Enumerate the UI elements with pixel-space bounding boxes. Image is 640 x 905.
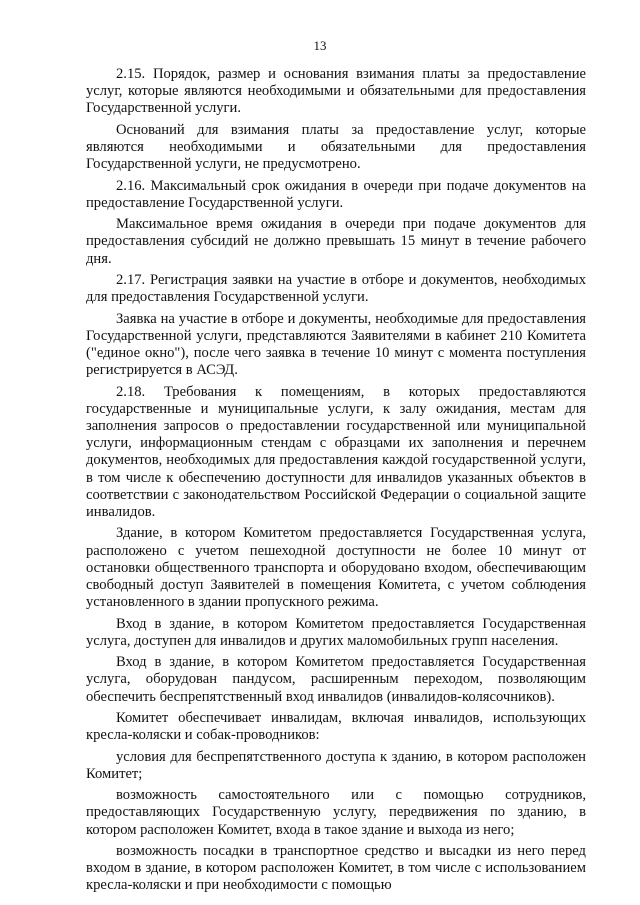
paragraph-2-18-heading: 2.18. Требования к помещениям, в которых предоставляются государственные и муниципальные услуги, к залу ожидания, местам для заполнения запросов о предоставлении государственной или муниципальной услуги, информационным стендам с образцами их заполнения и перечнем документов, необходимых для предоставления каждой государственной услуги, в том числе к обеспечению доступности для инвалидов указанных объектов в соответствии с законодательством Российской Федерации о социальной защите инвалидов. <box>86 383 586 520</box>
paragraph-2-16-heading: 2.16. Максимальный срок ожидания в очереди при подаче документов на предоставление Государственной услуги. <box>86 177 586 211</box>
paragraph-2-16-text: Максимальное время ожидания в очереди при подаче документов для предоставления субсидий не должно превышать 15 минут в течение рабочего дня. <box>86 216 586 267</box>
page-number: 13 <box>313 38 327 53</box>
paragraph-building-location: Здание, в котором Комитетом предоставляется Государственная услуга, расположено с учетом пешеходной доступности не более 10 минут от остановки общественного транспорта и оборудовано входом, обеспечивающим свободный доступ Заявителей в помещения Комитета, с учетом соблюдения установленного в здании пропускного режима. <box>86 525 586 611</box>
paragraph-entrance-access: Вход в здание, в котором Комитетом предоставляется Государственная услуга, доступен для инвалидов и других маломобильных групп населения. <box>86 615 586 649</box>
list-item-movement: возможность самостоятельного или с помощью сотрудников, предоставляющих Государственную услугу, передвижения по зданию, в котором расположен Комитет, входа в такое здание и выхода из него; <box>86 787 586 838</box>
list-item-boarding: возможность посадки в транспортное средство и высадки из него перед входом в здание, в котором расположен Комитет, в том числе с использованием кресла-коляски и при необходимости с помощью <box>86 842 586 894</box>
paragraph-2-15-text: Оснований для взимания платы за предоставление услуг, которые являются необходимыми и обязательными для предоставления Государственной услуги, не предусмотрено. <box>86 121 586 173</box>
document-body <box>86 66 586 899</box>
paragraph-2-15-heading: 2.15. Порядок, размер и основания взимания платы за предоставление услуг, которые являются необходимыми и обязательными для предоставления Государственной услуги. <box>86 66 586 117</box>
list-item-access-conditions: условия для беспрепятственного доступа к зданию, в котором расположен Комитет; <box>86 748 586 782</box>
paragraph-entrance-ramp: Вход в здание, в котором Комитетом предоставляется Государственная услуга, оборудован пандусом, расширенным переходом, позволяющим обеспечить беспрепятственный вход инвалидов (инвалидов-колясочников). <box>86 654 586 705</box>
paragraph-2-17-text: Заявка на участие в отборе и документы, необходимые для предоставления Государственной услуги, представляются Заявителями в кабинет 210 Комитета ("единое окно"), после чего заявка в течение 10 минут с момента поступления регистрируется в АСЭД. <box>86 310 586 379</box>
paragraph-committee-provides: Комитет обеспечивает инвалидам, включая инвалидов, использующих кресла-коляски и собак-проводников: <box>86 709 586 744</box>
paragraph-2-17-heading: 2.17. Регистрация заявки на участие в отборе и документов, необходимых для предоставления Государственной услуги. <box>86 271 586 306</box>
